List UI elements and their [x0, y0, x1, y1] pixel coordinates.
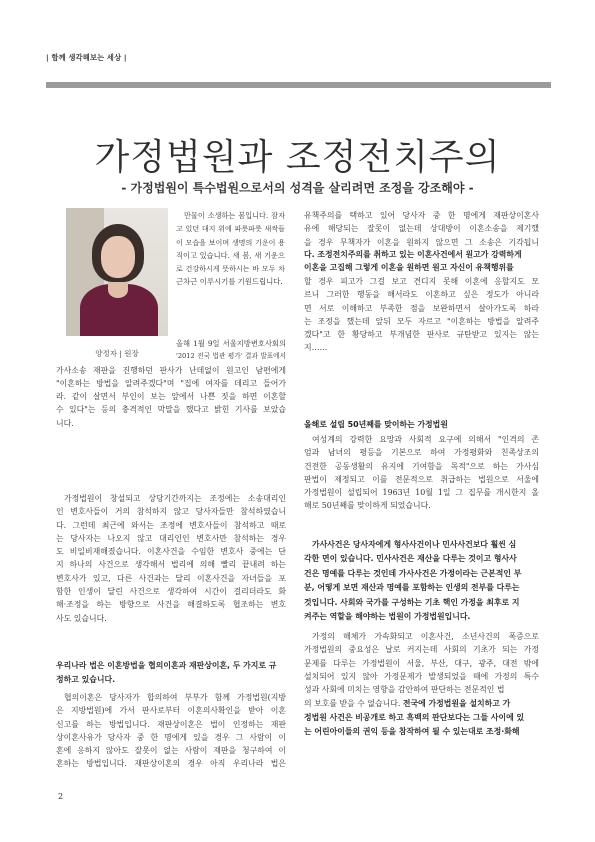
- text-line: 다. 조정전치주의를 취하고 있는 이혼사건에서 원고가 강력하게: [304, 250, 522, 259]
- text-line: 는 어린아이들의 권익 등을 참작하여 될 수 있는대로 조정·화해: [304, 727, 520, 736]
- text-line: 는 조정을 했는데 앞뒤 모두 자르고 "이혼하는 방법을 알려주: [304, 316, 539, 326]
- text-line: 올해 1월 9일 서울지방변호사회의: [176, 339, 286, 348]
- text-line: 신고를 하는 방법입니다. 재판상이혼은 법이 인정하는 재판: [56, 719, 286, 729]
- text-line: '2012 전국 법관 평가' 결과 발표에서: [176, 352, 286, 361]
- bold-family-cases-statement: [304, 538, 539, 624]
- text-line: 건은 명예를 다루는 것인데 가사사건은 가정이라는 근본적인 부: [304, 568, 522, 578]
- paragraph-mediation-lawyers: [56, 492, 286, 625]
- paragraph-judge-criticism: [304, 275, 539, 355]
- text-line: 판법이 제정되고 이를 전문적으로 취급하는 법원으로 서울에: [304, 474, 539, 484]
- text-line: 만물이 소생하는 봄입니다. 잠자: [184, 211, 285, 220]
- text-line: 정하고 있습니다.: [56, 675, 116, 685]
- text-line: 니다.: [56, 418, 74, 428]
- text-line: 가정법원이 설립되어 1963년 10월 1일 그 집무를 개시한지 올: [304, 488, 539, 498]
- text-line: 지……: [304, 343, 328, 353]
- text-line: 이 모습을 보이며 생명의 기운이 용: [176, 237, 285, 247]
- bold-court-recommendation: [304, 711, 539, 739]
- text-line: 이혼을 고집해 그렇게 이혼을 원하면 원고 자신이 유책행위를: [304, 263, 514, 273]
- text-line: 정법원 사건은 비공개로 하고 흑백의 판단보다는 그들 사이에 있: [304, 713, 525, 722]
- text-line: 해로 50년째를 맞이하게 되었습니다.: [304, 501, 431, 511]
- photo-collar: [108, 282, 128, 298]
- text-line: 사도 있습니다.: [56, 613, 107, 623]
- top-rule: [46, 82, 551, 88]
- text-line: 근차근 이루시기를 기원드립니다.: [176, 277, 283, 287]
- text-line: 수 있다"는 등의 충격적인 막말을 했다고 밝힌 기사를 보았습: [56, 405, 286, 415]
- section-heading-50-years: 올해로 설립 50년째를 맞이하는 가정법원: [304, 420, 448, 429]
- bold-text-line: 전국에 가정법원을 설치하고 가: [402, 699, 511, 708]
- text-line: 건전한 공동생활의 유지에 기여함을 목적"으로 하는 가사심: [304, 461, 539, 471]
- text-line: 해·조정을 하는 방향으로 사건을 해결하도록 협조하는 변호: [56, 600, 286, 610]
- text-line: 라. 같이 살면서 부인이 보는 앞에서 나쁜 짓을 하면 이혼할: [56, 392, 286, 402]
- text-line: 각한 면이 있습니다. 민사사건은 재산을 다루는 것이고 형사사: [304, 554, 517, 564]
- text-line: 고 있던 대지 위에 파릇파릇 새싹들: [176, 224, 285, 234]
- text-line: 가사소송 재판을 진행하던 판사가 난데없이 원고인 남편에게: [56, 365, 286, 375]
- text-line: 면 서로 이해하고 부족한 점을 보완하면서 살아가도록 하라: [304, 303, 539, 313]
- text-line: 분, 어떻게 보면 재산과 명예를 포함하는 인생의 전부를 다루는: [304, 583, 520, 593]
- text-line: 을 경우 무책자가 이혼을 원하지 않으면 그 소송은 기각됩니: [304, 237, 539, 247]
- text-line: 할 경우 피고가 그걸 보고 견디지 못해 이혼에 응할지도 모: [304, 277, 539, 286]
- bold-mediation-excerpt: [304, 248, 539, 275]
- text-line: "이혼하는 방법을 알려주겠다"며 "집에 여자를 데리고 들어가: [56, 378, 286, 388]
- text-line: 상이혼사유가 당사자 중 한 명에게 있을 경우 그 사람이 이: [56, 732, 286, 742]
- text-line: 인 변호사들이 거의 참석하지 않고 당사자들만 참석하였습니: [56, 507, 286, 517]
- photo-face: [101, 236, 135, 278]
- text-line: 로 건강하시게 뜻하시는 바 모두 차: [176, 264, 285, 274]
- text-line: 가정법원이 창설되고 상당기간까지는 조정에는 소송대리인: [64, 494, 286, 503]
- paragraph-divorce-types: [56, 691, 286, 771]
- text-line: 설치되어 있지 않아 가정문제가 발생되었을 때에 가정의 특수: [304, 671, 539, 681]
- text-line: 우리나라 법은 이혼방법을 협의이혼과 재판상이혼, 두 가지로 규: [56, 661, 277, 670]
- text-line: 유에 해당되는 잘못이 없는데 상대방이 이혼소송을 제기했: [304, 224, 539, 234]
- text-line: 혼에 응하지 않아도 잘못이 없는 사람이 재판을 청구하여 이: [56, 746, 286, 756]
- text-line: 지 하나의 사건으로 생각해서 법리에 의해 빨리 끝내려 하는: [56, 560, 286, 570]
- text-line: 협의이혼은 당사자가 합의하여 부부가 함께 가정법원(지방: [64, 693, 286, 702]
- text-line: 다. 그런데 최근에 와서는 조정에 변호사들이 참석하고 때로: [56, 520, 286, 530]
- text-line: 문제를 다루는 가정법원이 서울, 부산, 대구, 광주, 대전 밖에: [304, 658, 539, 668]
- text-line: 함한 인생이 달린 사건으로 생각하여 시간이 걸리더라도 화: [56, 587, 286, 597]
- photo-caption: 양정자 | 원장: [95, 349, 139, 358]
- text-line: 은 지방법원)에 가서 판사로부터 이혼의사확인을 받아 이혼: [56, 706, 286, 716]
- text-line: 겠다"고 한 황당하고 부개념한 판사로 규탄받고 있지는 않는: [304, 330, 539, 340]
- paragraph-fault-principle: [304, 209, 539, 249]
- text-line: 켜주는 역할을 해야하는 법원이 가정법원입니다.: [304, 612, 471, 622]
- paragraph-court-expansion: [304, 630, 539, 696]
- paragraph-family-court-history: [304, 433, 539, 513]
- text-line: 의 보호를 받을 수 없습니다.: [304, 699, 401, 708]
- paragraph-court-evaluation: [56, 337, 286, 430]
- text-line: 는 당사자는 나오지 않고 대리인인 변호사만 참석하는 경우: [56, 533, 286, 543]
- text-line: 가정법원의 중요성은 날로 커지는데 사회의 기초가 되는 가정: [304, 645, 539, 655]
- text-line: 혼하는 방법입니다. 재판상이혼의 경우 아직 우리나라 법은: [56, 759, 286, 769]
- bold-statement-divorce-methods: [56, 659, 286, 688]
- author-photo: [66, 208, 168, 336]
- text-line: 엄과 남녀의 평등을 기본으로 하여 가정평화와 친족상조의: [304, 448, 539, 458]
- text-line: 유책주의를 택하고 있어 당사자 중 한 명에게 재판상이혼사: [304, 211, 539, 220]
- page-number: 2: [58, 792, 64, 801]
- text-line: 르니 그러한 행동을 해서라도 이혼하고 싶은 정도가 아니라: [304, 290, 539, 300]
- text-line: 가사사건은 당사자에게 형사사건이나 민사사건보다 훨씬 심: [312, 540, 517, 549]
- text-line: 직이고 있습니다. 새 봄, 새 기운으: [176, 250, 285, 260]
- article-subtitle: - 가정법원이 특수법원으로서의 성격을 살리려면 조정을 강조해야 -: [121, 181, 474, 195]
- text-line: 가정의 해체가 가속화되고 이혼사건, 소년사건의 폭증으로: [312, 632, 539, 641]
- text-line: 변호사가 있고, 다른 사건과는 달리 이혼사건을 자녀들을 포: [56, 573, 286, 583]
- text-line: 것입니다. 사회와 국가를 구성하는 기초 핵인 가정을 최후로 지: [304, 597, 520, 607]
- protection-line: [304, 697, 539, 710]
- article-title: 가정법원과 조정전치주의: [94, 137, 501, 178]
- text-line: 도 비일비재해졌습니다. 이혼사건을 수임한 변호사 중에는 단: [56, 547, 286, 557]
- text-line: 여성계의 강력한 요망과 사회적 요구에 의해서 "인격의 존: [312, 435, 539, 444]
- intro-paragraph: [176, 209, 285, 289]
- text-line: 성과 사회에 미치는 영향을 감안하여 판단하는 전문적인 법: [304, 685, 505, 695]
- section-label: | 함께 생각해보는 세상 |: [46, 53, 127, 62]
